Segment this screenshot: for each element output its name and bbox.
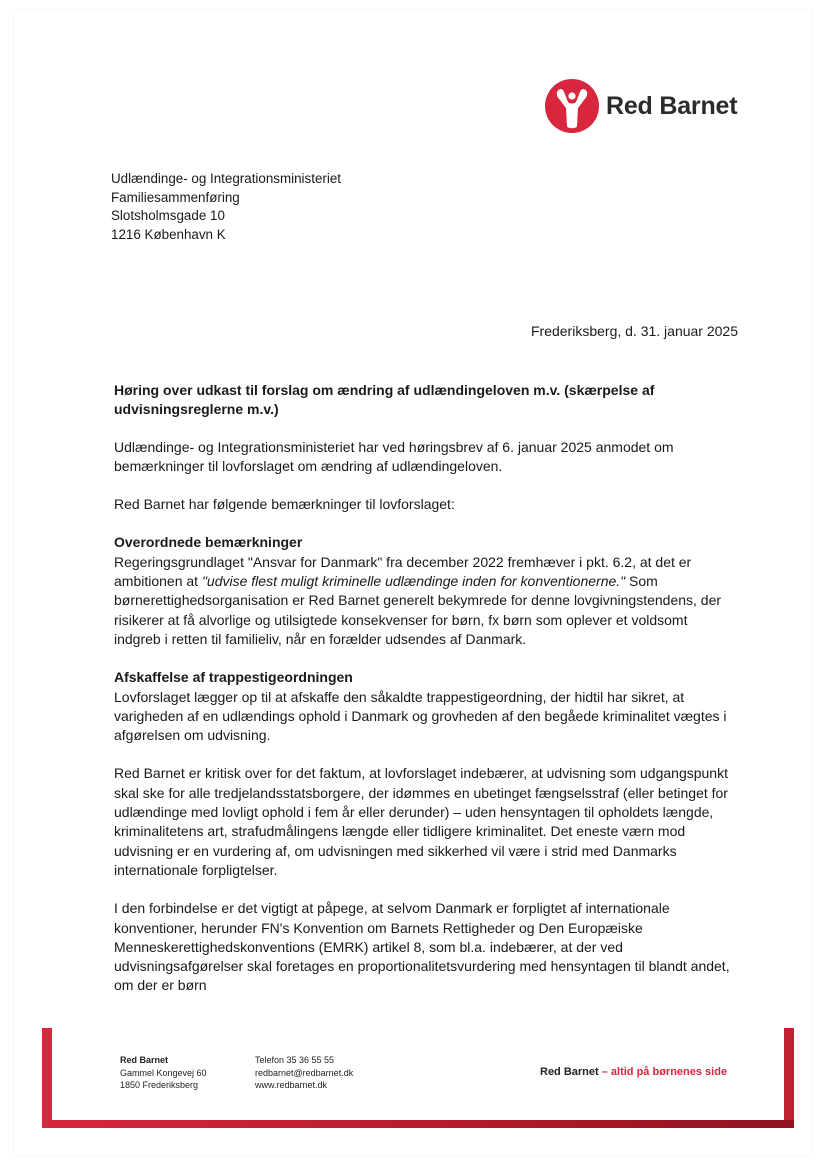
logo-wordmark: Red Barnet: [606, 91, 738, 120]
recipient-line: Udlændinge- og Integrationsministeriet: [111, 171, 341, 186]
footer-bar-bottom: [42, 1120, 794, 1128]
red-barnet-logo: [544, 78, 737, 134]
child-arms-up-icon: [544, 78, 600, 134]
paragraph: I den forbindelse er det vigtigt at påpege, at selvom Danmark er forpligtet af internationale konventioner, herunder FN's Konvention om Barnets Rettigheder og Den Europæiske Menneskerettighedskonventions (EMRK) artikel 8, som bl.a. indebærer, at der ved udvisningsafgørelser skal foretages en proportionalitetsvurdering med hensyntagen til blandt andet, om der er børn: [114, 900, 730, 994]
footer-bar-left: [42, 1028, 52, 1128]
footer-org-name: Red Barnet: [120, 1055, 169, 1065]
recipient-address: [111, 170, 341, 244]
paragraph: Udlændinge- og Integrationsministeriet har ved høringsbrev af 6. januar 2025 anmodet om bemærkninger til lovforslaget om ændring af udlændingeloven.: [114, 438, 674, 474]
letter-body: [114, 381, 738, 996]
footer-bar-right: [784, 1028, 794, 1128]
footer-city: 1850 Frederiksberg: [120, 1080, 199, 1090]
recipient-line: Familiesammenføring: [111, 189, 240, 205]
paragraph-text: Regeringsgrundlaget "Ansvar for Danmark" fra december 2022 fremhæver i pkt. 6.2, at det er ambitionen at: [114, 553, 692, 590]
paragraph: [114, 553, 738, 649]
footer-slogan: [540, 1066, 727, 1078]
paragraph: Lovforslaget lægger op til at afskaffe den såkaldte trappestigeordning, der hidtil har sikret, at varigheden af en udlændings ophold i Danmark og grovheden af den begåede kriminalitet vægtes i afgørelsen om udvisning.: [114, 688, 727, 744]
footer-email: redbarnet@redbarnet.dk: [255, 1067, 354, 1078]
recipient-line: 1216 København K: [111, 226, 226, 242]
section-heading: Overordnede bemærkninger: [114, 534, 303, 551]
slogan-tagline: – altid på børnenes side: [598, 1066, 728, 1078]
quote-text: "udvise flest muligt kriminelle udlændinge inden for konventionerne.": [201, 573, 626, 590]
paragraph: Red Barnet har følgende bemærkninger til lovforslaget:: [114, 496, 455, 513]
recipient-line: Slotsholmsgade 10: [111, 208, 225, 223]
footer-website: www.redbarnet.dk: [255, 1080, 328, 1090]
footer: [42, 1028, 794, 1128]
footer-phone: Telefon 35 36 55 55: [255, 1055, 335, 1065]
section-heading: Afskaffelse af trappestigeordningen: [114, 669, 353, 686]
footer-contact: [255, 1054, 353, 1092]
footer-street: Gammel Kongevej 60: [120, 1067, 207, 1078]
footer-address: [120, 1054, 207, 1092]
letter-date: Frederiksberg, d. 31. januar 2025: [530, 323, 738, 339]
paragraph: Red Barnet er kritisk over for det faktum, at lovforslaget indebærer, at udvisning som udgangspunkt skal ske for alle tredjelandsstatsborgere, der idømmes en ubetinget fængselsstraf (eller betinget for udlændinge med lovligt ophold i fem år eller derunder) – uden hensyntagen til opholdets længde, kriminalitetens art, strafudmålingens længde eller tidligere kriminalitet. Det eneste værn mod udvisning er en vurdering af, om udvisningen med sikkerhed vil være i strid med Danmarks internationale forpligtelser.: [114, 765, 728, 878]
paragraph-text: Som børnerettighedsorganisation er Red Barnet generelt bekymrede for denne lovgivningstendens, der risikerer at få alvorlige og utilsigtede konsekvenser for børn, fx børn som oplever et voldsomt indgreb i retten til familieliv, når en forælder udsendes af Danmark.: [114, 573, 722, 647]
letter-page: [14, 10, 812, 1156]
subject-heading: Høring over udkast til forslag om ændring af udlændingeloven m.v. (skærpelse af udvisningsreglerne m.v.): [114, 382, 655, 418]
slogan-name: Red Barnet: [540, 1066, 599, 1078]
